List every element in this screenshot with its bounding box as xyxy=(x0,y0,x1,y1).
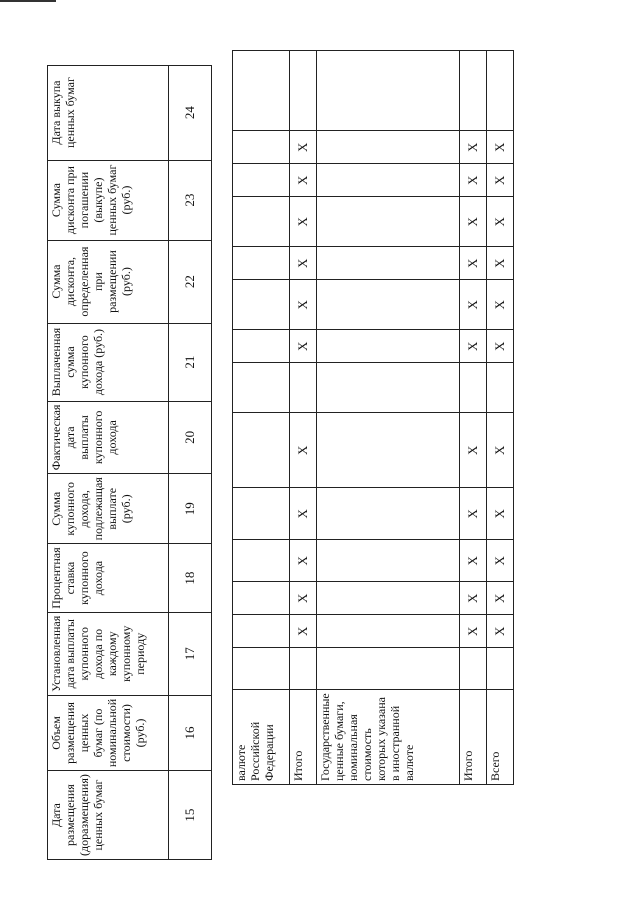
table-cell: X xyxy=(460,247,487,280)
table-cell: X xyxy=(487,247,514,280)
header-cell-18: Процентная ставка купонного дохода xyxy=(48,544,169,612)
table-cell xyxy=(317,280,460,330)
table-cell xyxy=(233,247,290,280)
table-row xyxy=(233,51,290,785)
table-cell xyxy=(317,164,460,197)
header-cell-20: Фактическая дата выплаты купонного дохода xyxy=(48,401,169,474)
table-cell xyxy=(317,615,460,648)
table-cell xyxy=(487,363,514,413)
header-cell-17: Установленная дата выплаты купонного дохода по каждому купонному периоду xyxy=(48,612,169,695)
table-cell: X xyxy=(290,615,317,648)
table-cell: X xyxy=(290,582,317,615)
header-cell-22: Сумма дисконта, определенная при размещении (руб.) xyxy=(48,240,169,323)
table-cell: X xyxy=(460,582,487,615)
top-rule xyxy=(0,0,56,2)
table-cell: X xyxy=(290,280,317,330)
column-number-24: 24 xyxy=(169,65,212,160)
table-cell: X xyxy=(460,197,487,247)
table-cell xyxy=(487,648,514,690)
table-cell: X xyxy=(290,197,317,247)
table-cell: X xyxy=(290,164,317,197)
table-cell: X xyxy=(487,582,514,615)
table-cell: X xyxy=(460,330,487,363)
table-cell: X xyxy=(460,615,487,648)
table-cell xyxy=(233,582,290,615)
table-cell xyxy=(317,197,460,247)
table-cell: X xyxy=(290,488,317,540)
column-number-23: 23 xyxy=(169,160,212,240)
table-row xyxy=(460,51,487,785)
table-cell: X xyxy=(487,131,514,164)
table-cell: X xyxy=(460,488,487,540)
table-cell xyxy=(233,413,290,488)
rotated-document-page xyxy=(47,45,507,860)
table-row xyxy=(317,51,460,785)
table-cell: X xyxy=(460,131,487,164)
table-cell: X xyxy=(487,164,514,197)
table-cell xyxy=(233,280,290,330)
table-cell xyxy=(233,197,290,247)
row-label: Государственные ценные бумаги, номинальная стоимость которых указана в иностранной валюте xyxy=(317,690,460,785)
table-cell: X xyxy=(290,131,317,164)
header-cell-15: Дата размещения (доразмещения) ценных бумаг xyxy=(48,771,169,860)
table-cell xyxy=(460,363,487,413)
column-number-18: 18 xyxy=(169,544,212,612)
row-label: Всего xyxy=(487,690,514,785)
table-cell: X xyxy=(487,330,514,363)
table-cell: X xyxy=(290,330,317,363)
table-cell xyxy=(290,51,317,131)
table-cell: X xyxy=(290,540,317,582)
row-label: валюте Российской Федерации xyxy=(233,690,290,785)
table-cell xyxy=(317,488,460,540)
table-row xyxy=(290,51,317,785)
table-cell: X xyxy=(290,413,317,488)
table-cell: X xyxy=(460,164,487,197)
table-cell: X xyxy=(460,540,487,582)
table-cell xyxy=(317,363,460,413)
header-cell-19: Сумма купонного дохода, подлежащая выплате (руб.) xyxy=(48,474,169,544)
row-label: Итого xyxy=(290,690,317,785)
table-cell: X xyxy=(487,488,514,540)
table-cell xyxy=(317,131,460,164)
table-cell xyxy=(233,131,290,164)
column-number-17: 17 xyxy=(169,612,212,695)
column-number-22: 22 xyxy=(169,240,212,323)
table-cell: X xyxy=(487,615,514,648)
table-cell: X xyxy=(487,197,514,247)
table-cell xyxy=(317,413,460,488)
header-cell-24: Дата выкупа ценных бумаг xyxy=(48,65,169,160)
row-label: Итого xyxy=(460,690,487,785)
table-cell xyxy=(460,51,487,131)
table-cell xyxy=(487,51,514,131)
table-cell xyxy=(233,488,290,540)
upper-table xyxy=(47,65,212,860)
header-cell-16: Объем размещения ценных бумаг (по номинальной стоимости) (руб.) xyxy=(48,695,169,770)
table-cell xyxy=(233,540,290,582)
number-row xyxy=(169,65,212,859)
table-cell: X xyxy=(290,247,317,280)
table-cell xyxy=(233,51,290,131)
table-cell xyxy=(317,582,460,615)
table-cell xyxy=(317,247,460,280)
table-cell xyxy=(233,164,290,197)
table-cell: X xyxy=(487,413,514,488)
table-cell xyxy=(317,540,460,582)
table-cell xyxy=(233,615,290,648)
table-row xyxy=(487,51,514,785)
table-cell xyxy=(233,648,290,690)
header-cell-23: Сумма дисконта при погашении (выкупе) ценных бумаг (руб.) xyxy=(48,160,169,240)
lower-table xyxy=(232,50,514,785)
column-number-16: 16 xyxy=(169,695,212,770)
table-cell xyxy=(233,363,290,413)
table-cell xyxy=(317,648,460,690)
table-cell xyxy=(233,330,290,363)
header-cell-21: Выплаченная сумма купонного дохода (руб.) xyxy=(48,323,169,401)
table-cell xyxy=(290,648,317,690)
table-cell xyxy=(460,648,487,690)
column-number-21: 21 xyxy=(169,323,212,401)
table-cell xyxy=(290,363,317,413)
column-number-15: 15 xyxy=(169,771,212,860)
column-number-20: 20 xyxy=(169,401,212,474)
column-number-19: 19 xyxy=(169,474,212,544)
table-cell xyxy=(317,51,460,131)
table-cell: X xyxy=(487,280,514,330)
table-cell: X xyxy=(460,280,487,330)
table-cell xyxy=(317,330,460,363)
header-row xyxy=(48,65,169,859)
table-cell: X xyxy=(487,540,514,582)
table-cell: X xyxy=(460,413,487,488)
